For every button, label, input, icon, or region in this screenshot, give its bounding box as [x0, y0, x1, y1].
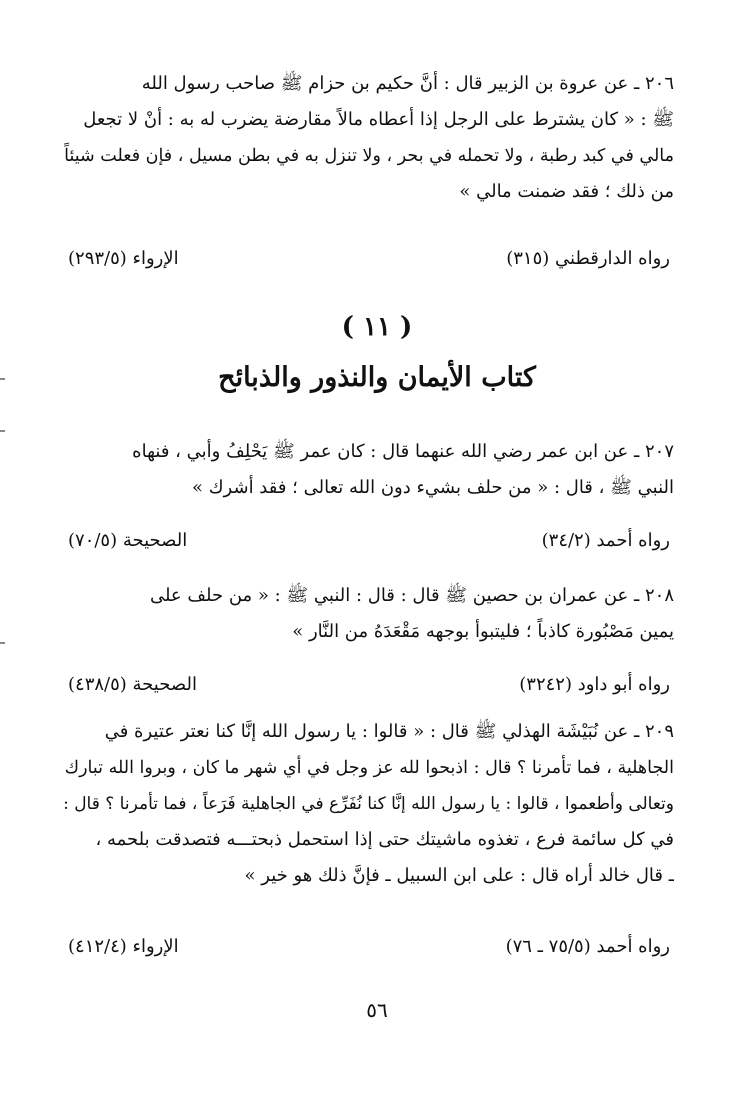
hadith-207-text [56, 434, 674, 506]
hadith-line: ﷺ : « كان يشترط على الرجل إذا أعطاه مالاً مقارضة يضرب له به : أنْ لا تجعل [83, 109, 674, 130]
page-number: ٥٦ [366, 998, 388, 1022]
hadith-line: ٢٠٨ ـ عن عمران بن حصين ﷺ قال : قال : النبي ﷺ : « من حلف على [149, 585, 674, 606]
hadith-line: من ذلك ؛ فقد ضمنت مالي » [459, 181, 674, 202]
scan-edge-mark [0, 642, 5, 644]
hadith-208-reference [60, 674, 678, 704]
hadith-208-text [56, 578, 674, 650]
hadith-206-reference [60, 248, 678, 278]
grading-citation: الصحيحة (٧٠/٥) [68, 530, 188, 551]
hadith-line: في كل سائمة فرع ، تغذوه ماشيتك حتى إذا استحمل ذبحتـــه فتصدقت بلحمه ، [95, 829, 674, 850]
hadith-207-reference [60, 530, 678, 560]
chapter-number: ( ١١ ) [341, 312, 413, 342]
grading-citation: الصحيحة (٤٣٨/٥) [68, 674, 197, 695]
source-citation: رواه الدارقطني (٣١٥) [506, 248, 670, 269]
hadith-line: يمين مَصْبُورة كاذباً ؛ فليتبوأ بوجهه مَقْعَدَهُ من النَّار » [292, 621, 674, 642]
hadith-line: الجاهلية ، فما تأمرنا ؟ قال : اذبحوا لله عز وجل في أي شهر ما كان ، وبروا الله تبارك [64, 758, 674, 778]
source-citation: رواه أحمد (٧٥/٥ ـ ٧٦) [505, 936, 670, 957]
chapter-title: كتاب الأيمان والنذور والذبائح [218, 362, 536, 393]
hadith-line: النبي ﷺ ، قال : « من حلف بشيء دون الله تعالى ؛ فقد أشرك » [191, 477, 674, 498]
source-citation: رواه أحمد (٣٤/٢) [541, 530, 670, 551]
hadith-209-reference [60, 936, 678, 966]
hadith-206-text [56, 66, 674, 210]
source-citation: رواه أبو داود (٣٢٤٢) [519, 674, 670, 695]
grading-citation: الإرواء (٤١٢/٤) [68, 936, 179, 957]
grading-citation: الإرواء (٢٩٣/٥) [68, 248, 179, 269]
hadith-209-text [56, 714, 674, 894]
hadith-line: مالي في كبد رطبة ، ولا تحمله في بحر ، ولا تنزل به في بطن مسيل ، فإن فعلت شيئاً [64, 146, 674, 166]
hadith-line: ـ قال خالد أراه قال : على ابن السبيل ـ فإنَّ ذلك هو خير » [244, 865, 674, 886]
scan-edge-mark [0, 378, 5, 380]
hadith-line: ٢٠٦ ـ عن عروة بن الزبير قال : أنَّ حكيم بن حزام ﷺ صاحب رسول الله [141, 73, 674, 94]
hadith-line: ٢٠٩ ـ عن نُبَيْشَة الهذلي ﷺ قال : « قالوا : يا رسول الله إنَّا كنا نعتر عتيرة في [104, 721, 674, 742]
hadith-line: وتعالى وأطعموا ، قالوا : يا رسول الله إنَّا كنا نُفَرِّع في الجاهلية فَرَعاً ، فما تأمرنا ؟ قال : [63, 794, 674, 814]
hadith-line: ٢٠٧ ـ عن ابن عمر رضي الله عنهما قال : كان عمر ﷺ يَحْلِفُ وأبي ، فنهاه [132, 441, 674, 462]
scan-edge-mark [0, 430, 5, 432]
